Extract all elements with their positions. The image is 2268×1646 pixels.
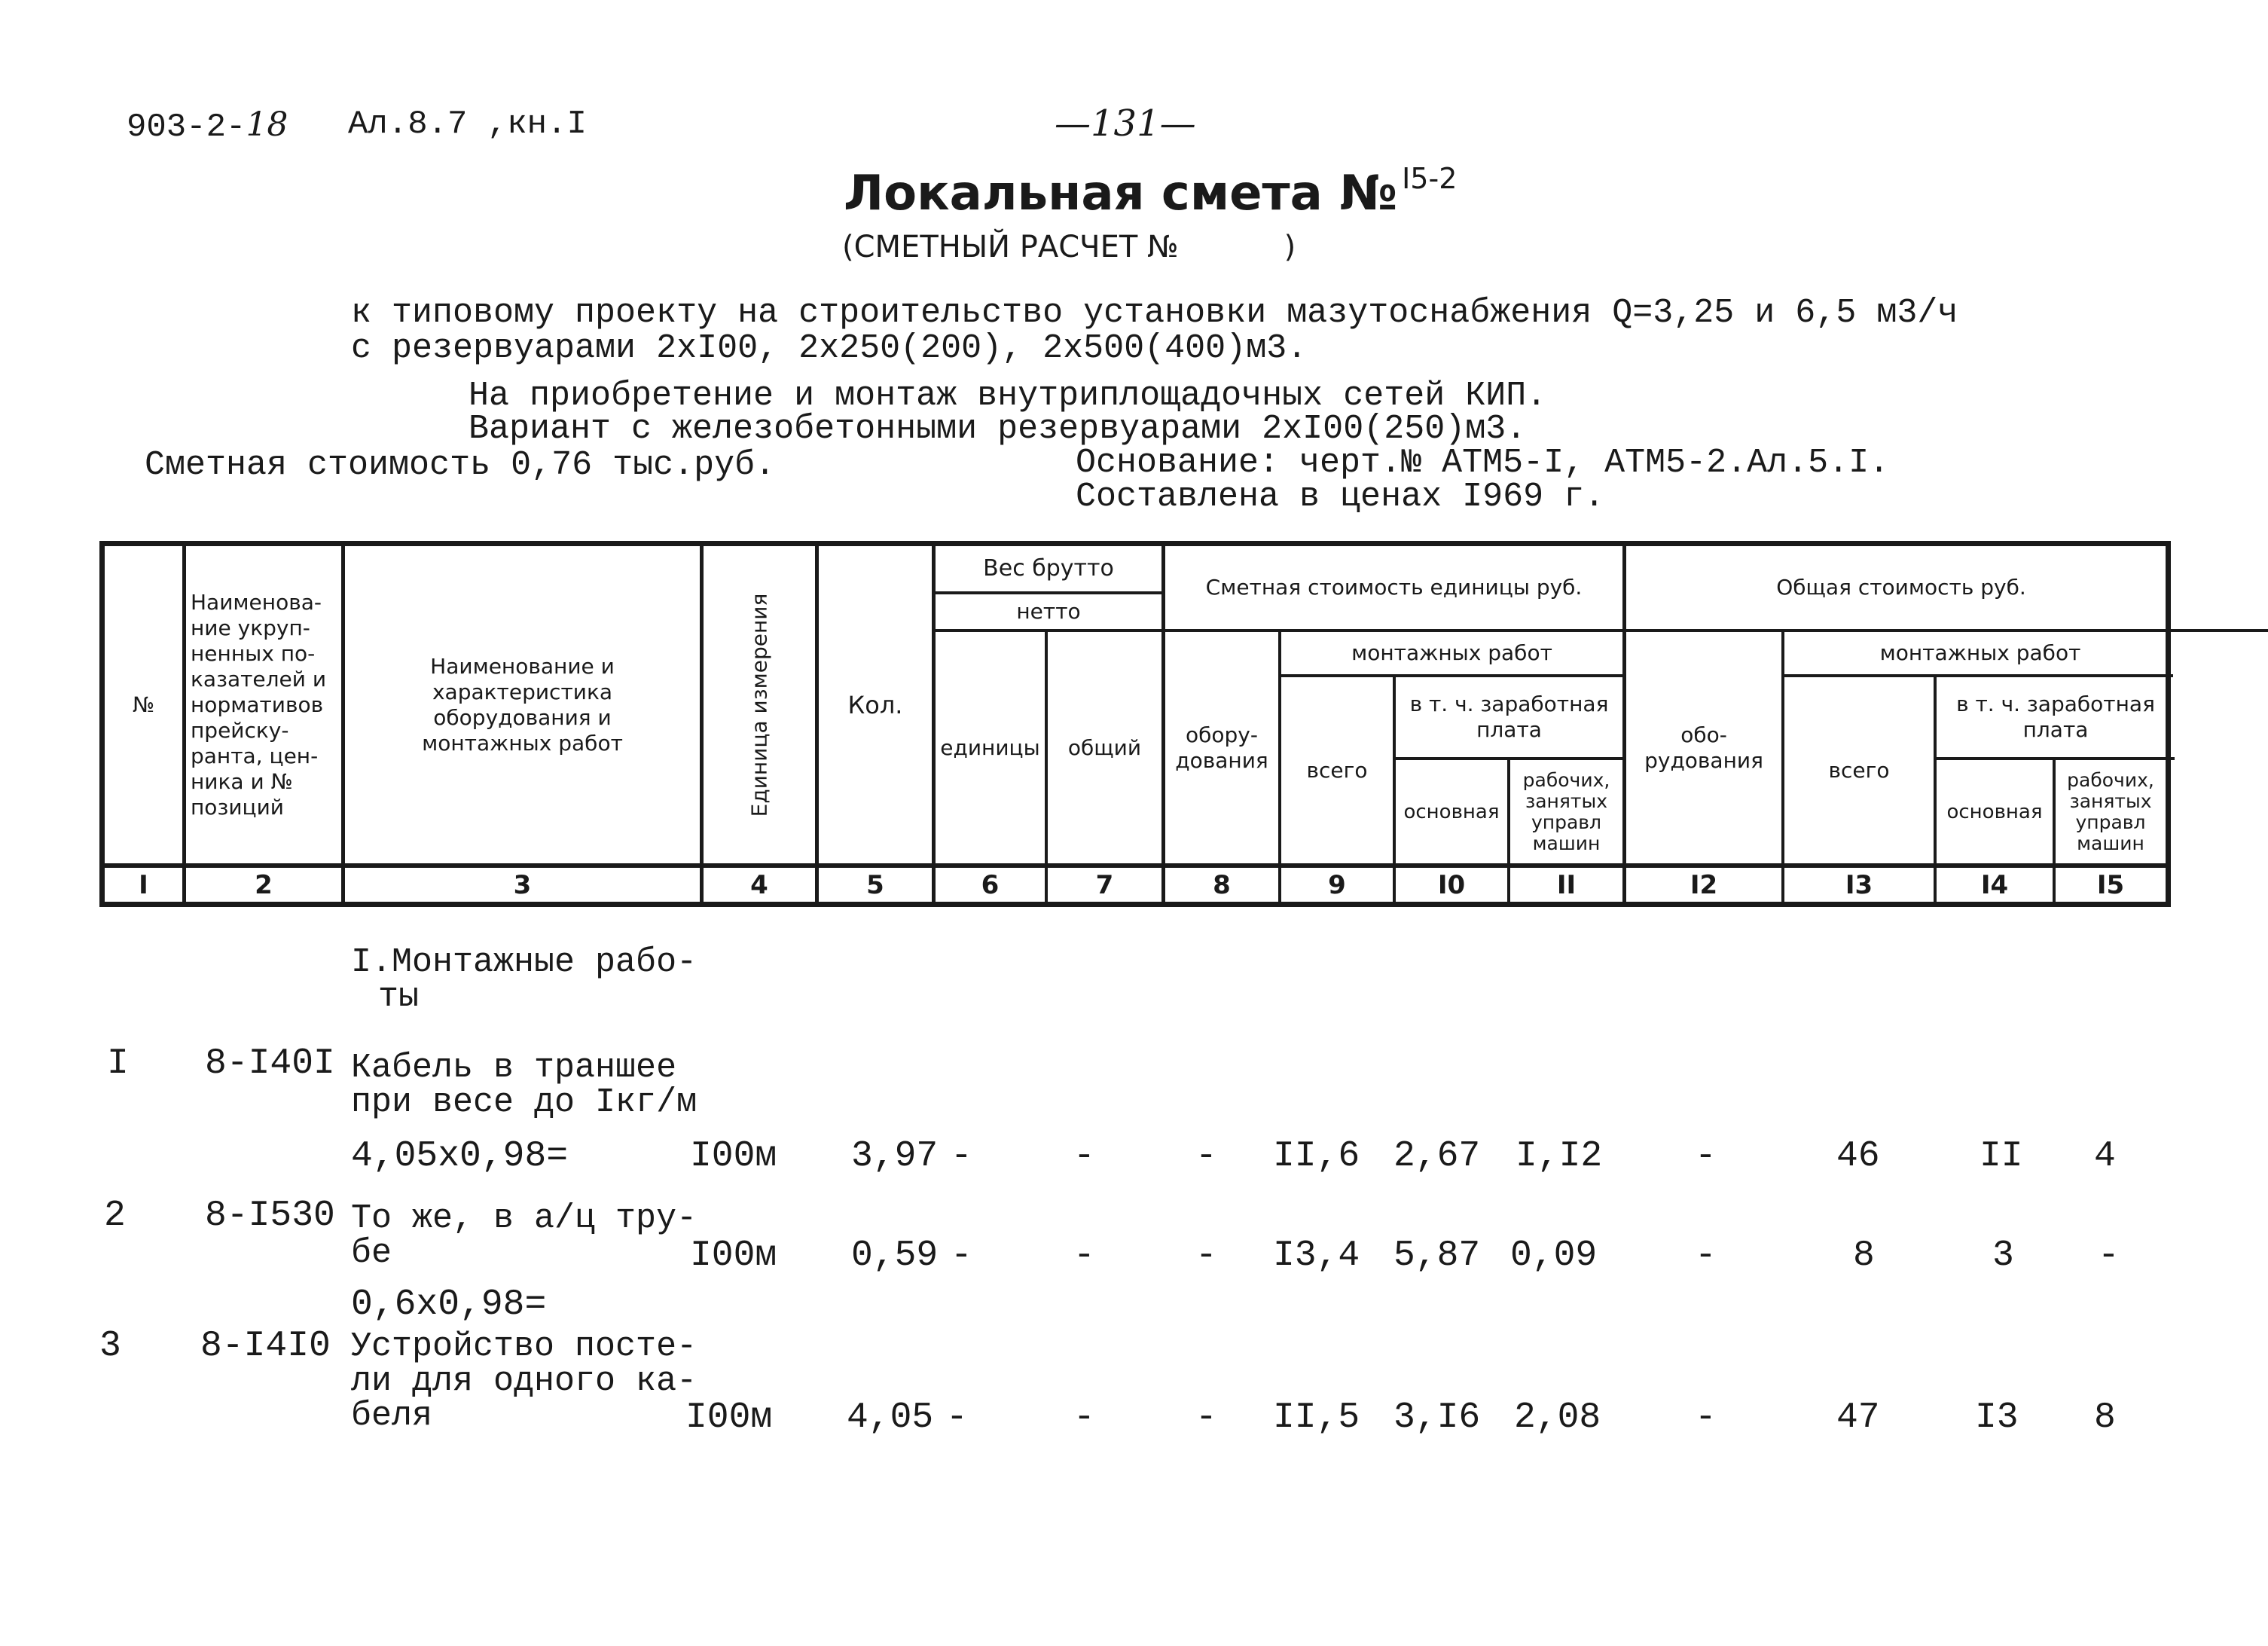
subtitle-text: (СМЕТНЫЙ РАСЧЕТ № [842,230,1179,264]
basis-line: Основание: черт.№ АТМ5-I, АТМ5-2.Ал.5.I. [1076,444,1890,482]
row-equipment-2: - [1695,1136,1717,1177]
row-total: II,6 [1273,1136,1360,1177]
subtitle-close: ) [1284,230,1296,264]
document-code [127,105,288,146]
header-unit-cost: Сметная стоимость единицы руб. [1205,575,1583,600]
col-number: 3 [513,870,532,900]
header-unit-text: Единица измерения [746,593,771,817]
row-name-line-3: беля [351,1397,433,1435]
header-name: Наименование и характеристика оборудования и монтажных работ [422,653,623,756]
code-handwritten: 18 [246,105,288,144]
row-equipment: - [1195,1235,1217,1276]
col-number: I3 [1845,870,1873,900]
page-title [844,162,1457,221]
header-total: всего [1306,757,1368,783]
row-equipment: - [1195,1397,1217,1438]
row-unit: I00м [685,1397,773,1438]
row-workers-2: 8 [2094,1397,2116,1438]
row-name-line-1: Кабель в траншее [351,1049,677,1087]
description-line-2: с резервуарами 2хI00, 2х250(200), 2х500(400)м3. [351,329,1308,368]
row-name-line-1: То же, в а/ц тру- [351,1199,697,1238]
page-number: —131— [1055,102,1196,145]
section-title [351,945,697,1015]
col-number: 6 [981,870,1000,900]
row-equipment-2: - [1695,1397,1717,1438]
row-workers-2: - [2098,1235,2120,1276]
row-name-line-1: Устройство посте- [351,1327,697,1366]
col-number: 8 [1213,870,1231,900]
row-basic: 5,87 [1393,1235,1481,1276]
row-weight-total: - [1073,1136,1095,1177]
header-no: № [132,692,155,717]
title-text: Локальная смета № [844,166,1398,221]
header-workers: рабочих, занятых управл машин [1522,768,1610,854]
row-equipment-2: - [1695,1235,1717,1276]
prices-line: Составлена в ценах I969 г. [1076,478,1605,516]
header-equipment-2: обо- рудования [1644,722,1763,773]
row-basic: 2,67 [1393,1136,1481,1177]
row-basic: 3,I6 [1393,1397,1481,1438]
row-workers-2: 4 [2094,1136,2116,1177]
row-weight-total: - [1073,1235,1095,1276]
row-name-line-2: при весе до Iкг/м [351,1083,697,1122]
row-weight-total: - [1073,1397,1095,1438]
estimate-number: I5-2 [1402,162,1458,195]
row-code: 8-I4I0 [200,1326,331,1367]
row-weight-unit: - [951,1136,972,1177]
header-total-cost: Общая стоимость руб. [1776,575,2026,600]
header-weight-gross: Вес брутто [983,555,1114,582]
row-code: 8-I40I [205,1043,335,1084]
header-qty: Кол. [847,690,903,719]
row-weight-unit: - [946,1397,968,1438]
row-total-2: 47 [1836,1397,1880,1438]
header-basic: основная [1403,800,1500,823]
row-name [351,1199,697,1272]
row-qty: 4,05 [847,1397,934,1438]
header-workers-2: рабочих, занятых управл машин [2067,768,2154,854]
row-formula: 0,6х0,98= [351,1284,547,1325]
header-mount-works-2: монтажных работ [1879,640,2081,665]
header-basic-2: основная [1946,800,2043,823]
row-weight-unit: - [951,1235,972,1276]
header-norm-code: Наименова- ние укруп- ненных по- казателей и нормативов прейску- ранта, цен- ника и № позиций [191,589,327,820]
row-qty: 0,59 [851,1235,939,1276]
row-name [351,1327,697,1435]
section-title-line-2: ты [378,978,420,1016]
row-no: 3 [99,1326,121,1367]
col-number: I2 [1690,870,1718,900]
estimate-basis [1076,446,1889,514]
description-line-1: к типовому проекту на строительство установки мазутоснабжения Q=3,25 и 6,5 м3/ч [351,294,1958,332]
row-workers: I,I2 [1516,1136,1603,1177]
col-number: 4 [750,870,768,900]
row-equipment: - [1195,1136,1217,1177]
row-unit: I00м [690,1235,777,1276]
purpose-line-1: На приобретение и монтаж внутриплощадочных сетей КИП. [469,377,1547,415]
row-total: II,5 [1273,1397,1360,1438]
row-name [351,1051,697,1120]
header-mount-works: монтажных работ [1351,640,1552,665]
row-total: I3,4 [1273,1235,1360,1276]
row-name-line-2: бе [351,1234,392,1272]
col-number: 2 [255,870,273,900]
header-weight-unit: единицы [940,734,1040,760]
header-total-2: всего [1828,757,1890,783]
estimate-purpose [469,377,1547,448]
code-prefix: 903-2- [127,108,246,146]
header-incl-salary: в т. ч. заработная плата [1409,692,1609,742]
project-description [351,295,1958,366]
row-formula: 4,05х0,98= [351,1136,569,1177]
row-total-2: 8 [1853,1235,1875,1276]
row-name-line-2: ли для одного ка- [351,1362,697,1400]
purpose-line-2: Вариант с железобетонными резервуарами 2хI00(250)м3. [469,410,1527,448]
col-number: 7 [1095,870,1114,900]
row-unit: I00м [690,1136,777,1177]
header-incl-salary-2: в т. ч. заработная плата [1956,692,2155,742]
col-number: I [139,870,148,900]
col-number: I4 [1980,870,2009,900]
row-qty: 3,97 [851,1136,939,1177]
row-code: 8-I530 [205,1196,335,1236]
row-no: I [107,1043,129,1084]
header-weight-net: нетто [1016,599,1081,624]
header-unit [704,546,815,863]
col-number: II [1556,870,1577,900]
estimated-cost: Сметная стоимость 0,76 тыс.руб. [145,446,776,484]
album-ref: Ал.8.7 ,кн.I [348,105,587,143]
section-title-line-1: I.Монтажные рабо- [351,943,697,982]
row-basic-2: I3 [1975,1397,2019,1438]
row-basic-2: II [1980,1136,2023,1177]
row-basic-2: 3 [1992,1235,2014,1276]
row-workers: 0,09 [1510,1235,1598,1276]
header-weight-total: общий [1067,734,1142,760]
page-subtitle [842,230,1296,264]
row-total-2: 46 [1836,1136,1880,1177]
header-equipment: обору- дования [1175,722,1268,773]
col-number: 5 [866,870,884,900]
row-no: 2 [104,1196,126,1236]
col-number: 9 [1328,870,1346,900]
col-number: I5 [2096,870,2125,900]
row-workers: 2,08 [1514,1397,1601,1438]
table-header [99,541,2171,907]
col-number: I0 [1437,870,1466,900]
